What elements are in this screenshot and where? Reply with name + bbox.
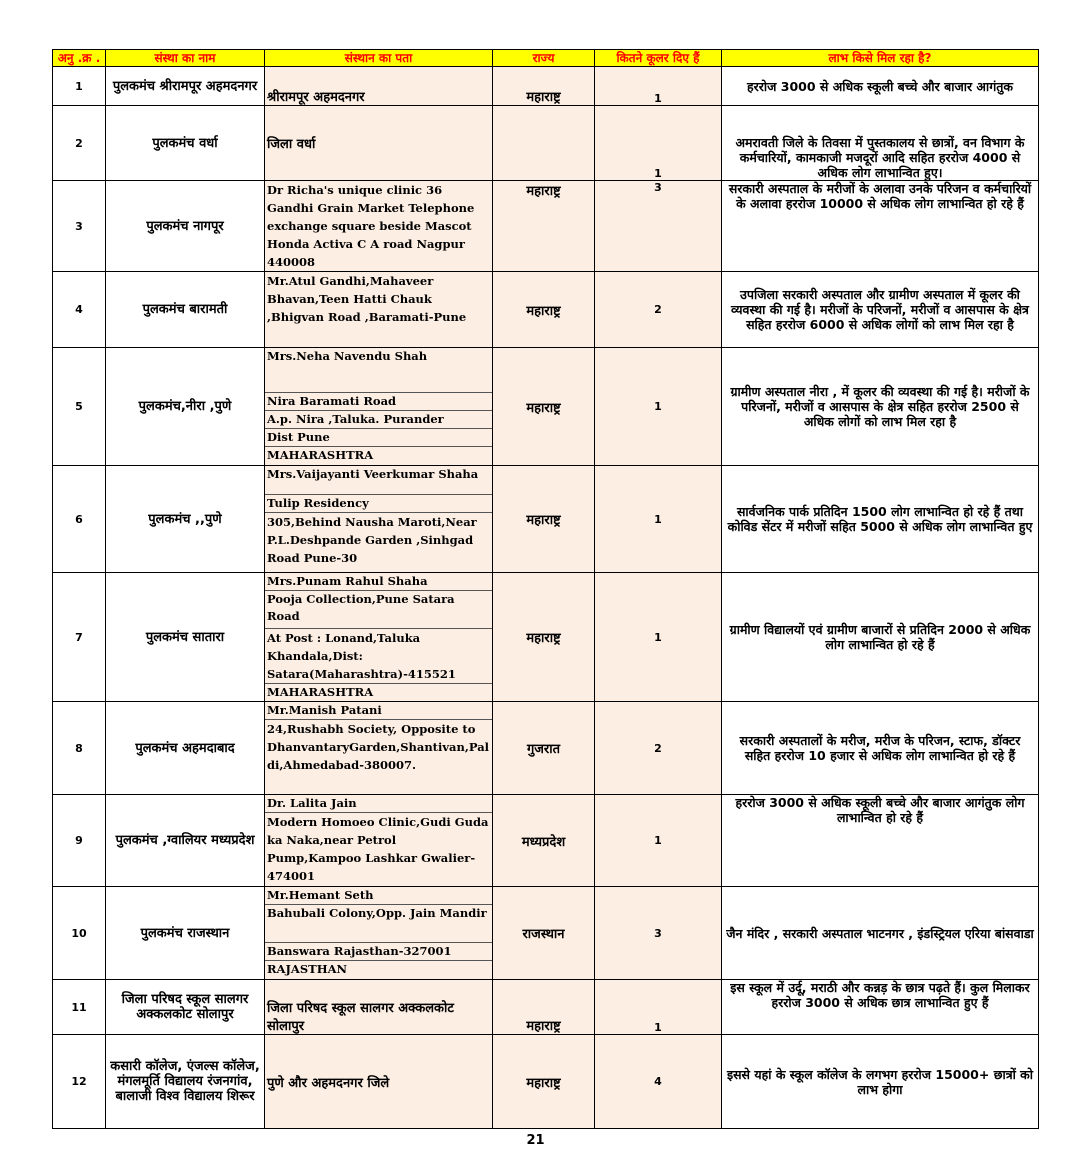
row-name: पुलकमंच ,,पुणे [106,466,265,573]
row-coolers: 2 [595,702,722,795]
row-address: श्रीरामपूर अहमदनगर [265,67,493,106]
row-benefit: अमरावती जिले के तिवसा में पुस्तकालय से छात्रों, वन विभाग के कर्मचारियों, कामकाजी मजदूरों आदि सहित हररोज 4000 से अधिक लोग लाभान्वित हुए। [722,106,1039,181]
table-row [53,795,1039,887]
row-coolers: 3 [595,181,722,272]
row-benefit: हररोज 3000 से अधिक स्कूली बच्चे और बाजार आगंतुक लोग लाभान्वित हो रहे हैं [722,795,1039,887]
row-sr: 9 [53,795,106,887]
row-sr: 11 [53,980,106,1035]
table-row [53,887,1039,980]
row-benefit: जैन मंदिर , सरकारी अस्पताल भाटनगर , इंडस्ट्रियल एरिया बांसवाडा [722,887,1039,980]
row-sr: 5 [53,348,106,466]
row-benefit: इस स्कूल में उर्दू, मराठी और कन्नड़ के छात्र पढ़ते हैं। कुल मिलाकर हररोज 3000 से अधिक छात्र लाभान्वित हुए हैं [722,980,1039,1035]
row-state: राजस्थान [493,887,595,980]
row-name: पुलकमंच ,ग्वालियर मध्यप्रदेश [106,795,265,887]
table-row [53,702,1039,795]
row-state: महाराष्ट्र [493,181,595,272]
row-address: जिला परिषद स्कूल सालगर अक्कलकोट सोलापुर [265,980,493,1035]
address-line: Mr.Hemant Seth [265,887,492,905]
row-name: पुलकमंच वर्धा [106,106,265,181]
row-state: महाराष्ट्र [493,980,595,1035]
row-address [265,348,493,466]
row-sr: 3 [53,181,106,272]
row-address [265,573,493,702]
address-line: Nira Baramati Road [265,393,492,411]
row-coolers: 3 [595,887,722,980]
header-name: संस्था का नाम [106,50,265,67]
row-name: पुलकमंच नागपूर [106,181,265,272]
address-line: 24,Rushabh Society, Opposite to DhanvantaryGarden,Shantivan,Pal di,Ahmedabad-380007. [267,722,490,772]
address-line: Tulip Residency [265,495,492,513]
row-state: गुजरात [493,702,595,795]
table-row [53,67,1039,106]
row-coolers: 2 [595,272,722,348]
row-address: पुणे और अहमदनगर जिले [265,1035,493,1129]
row-address [265,795,493,887]
row-coolers: 1 [595,348,722,466]
row-sr: 7 [53,573,106,702]
row-sr: 8 [53,702,106,795]
header-state: राज्य [493,50,595,67]
address-line: MAHARASHTRA [267,448,374,462]
table-row [53,980,1039,1035]
row-state [493,106,595,181]
table-row [53,466,1039,573]
row-sr: 12 [53,1035,106,1129]
cooler-distribution-table [52,49,1039,1129]
address-line: Bahubali Colony,Opp. Jain Mandir [265,905,492,943]
row-state: महाराष्ट्र [493,1035,595,1129]
table-row [53,1035,1039,1129]
address-line: Mrs.Punam Rahul Shaha [265,573,492,591]
row-name: पुलकमंच सातारा [106,573,265,702]
row-state: महाराष्ट्र [493,348,595,466]
address-line: Mrs.Vaijayanti Veerkumar Shaha [265,466,492,495]
row-coolers: 1 [595,795,722,887]
row-coolers: 1 [595,573,722,702]
row-coolers: 1 [595,106,722,181]
row-state: महाराष्ट्र [493,67,595,106]
row-address [265,181,493,272]
row-sr: 6 [53,466,106,573]
row-address [265,272,493,348]
row-name: पुलकमंच राजस्थान [106,887,265,980]
row-coolers: 1 [595,466,722,573]
row-address [265,466,493,573]
address-line: 305,Behind Nausha Maroti,Near P.L.Deshpande Garden ,Sinhgad Road Pune-30 [267,515,477,565]
row-coolers: 1 [595,67,722,106]
address-line: Mrs.Neha Navendu Shah [265,348,492,393]
row-benefit: इससे यहां के स्कूल कॉलेज के लगभग हररोज 15000+ छात्रों को लाभ होगा [722,1035,1039,1129]
row-name: पुलकमंच श्रीरामपूर अहमदनगर [106,67,265,106]
row-benefit: ग्रामीण अस्पताल नीरा , में कूलर की व्यवस्था की गई है। मरीजों के परिजनों, मरीजों व आसपास के क्षेत्र सहित हररोज 2500 से अधिक लोगों को लाभ मिल रहा है [722,348,1039,466]
row-benefit: सरकारी अस्पतालों के मरीज, मरीज के परिजन, स्टाफ, डॉक्टर सहित हररोज 10 हजार से अधिक लोग लाभान्वित हो रहे हैं [722,702,1039,795]
address-line: RAJASTHAN [267,962,348,976]
row-name: कसारी कॉलेज, एंजल्स कॉलेज, मंगलमूर्ति विद्यालय रंजनगांव, बालाजी विश्व विद्यालय शिरूर [106,1035,265,1129]
row-benefit: उपजिला सरकारी अस्पताल और ग्रामीण अस्पताल में कूलर की व्यवस्था की गई है। मरीजों के परिजनों, मरीजों व आसपास के क्षेत्र सहित हररोज 6000 से अधिक लोगों को लाभ मिल रहा है [722,272,1039,348]
row-sr: 1 [53,67,106,106]
table-row [53,181,1039,272]
row-name: पुलकमंच,नीरा ,पुणे [106,348,265,466]
header-address: संस्थान का पता [265,50,493,67]
row-coolers: 1 [595,980,722,1035]
table-row [53,573,1039,702]
row-sr: 2 [53,106,106,181]
address-line: Dist Pune [265,429,492,447]
header-benefit: लाभ किसे मिल रहा है? [722,50,1039,67]
address-line: A.p. Nira ,Taluka. Purander [265,411,492,429]
address-line: Mr.Manish Patani [265,702,492,720]
row-state: महाराष्ट्र [493,272,595,348]
row-benefit: हररोज 3000 से अधिक स्कूली बच्चे और बाजार आगंतुक [722,67,1039,106]
row-coolers: 4 [595,1035,722,1129]
address-line: Mr.Atul Gandhi,Mahaveer Bhavan,Teen Hatti Chauk ,Bhigvan Road ,Baramati-Pune [267,274,467,324]
row-benefit: सार्वजनिक पार्क प्रतिदिन 1500 लोग लाभान्वित हो रहे हैं तथा कोविड सेंटर में मरीजों सहित 5000 से अधिक लोग लाभान्वित हुए [722,466,1039,573]
row-state: महाराष्ट्र [493,573,595,702]
row-name: पुलकमंच बारामती [106,272,265,348]
table-header-row [53,50,1039,67]
page-number: 21 [526,1133,545,1148]
row-address [265,887,493,980]
row-state: मध्यप्रदेश [493,795,595,887]
row-name: पुलकमंच अहमदाबाद [106,702,265,795]
row-sr: 4 [53,272,106,348]
address-line: Modern Homoeo Clinic,Gudi Guda ka Naka,near Petrol Pump,Kampoo Lashkar Gwalier-474001 [267,815,489,883]
address-line: Dr. Lalita Jain [265,795,492,813]
row-sr: 10 [53,887,106,980]
address-line: Pooja Collection,Pune Satara Road [265,591,492,629]
address-line: At Post : Lonand,Taluka Khandala,Dist: Satara(Maharashtra)-415521 [265,629,492,684]
table-row [53,348,1039,466]
address-line: MAHARASHTRA [267,685,374,699]
address-line: Banswara Rajasthan-327001 [265,943,492,961]
table-row [53,106,1039,181]
row-benefit: ग्रामीण विद्यालयों एवं ग्रामीण बाजारों से प्रतिदिन 2000 से अधिक लोग लाभान्वित हो रहे हैं [722,573,1039,702]
row-state: महाराष्ट्र [493,466,595,573]
row-benefit: सरकारी अस्पताल के मरीजों के अलावा उनके परिजन व कर्मचारियों के अलावा हररोज 10000 से अधिक लोग लाभान्वित हो रहे हैं [722,181,1039,272]
table-row [53,272,1039,348]
row-name: जिला परिषद स्कूल सालगर अक्कलकोट सोलापुर [106,980,265,1035]
address-line: Dr Richa's unique clinic 36 Gandhi Grain Market Telephone exchange square beside Mascot Honda Activa C A road Nagpur 440008 [267,183,475,269]
header-sr: अनु .क्र . [53,50,106,67]
row-address [265,702,493,795]
header-coolers: कितने कूलर दिए हैं [595,50,722,67]
row-address: जिला वर्धा [265,106,493,181]
